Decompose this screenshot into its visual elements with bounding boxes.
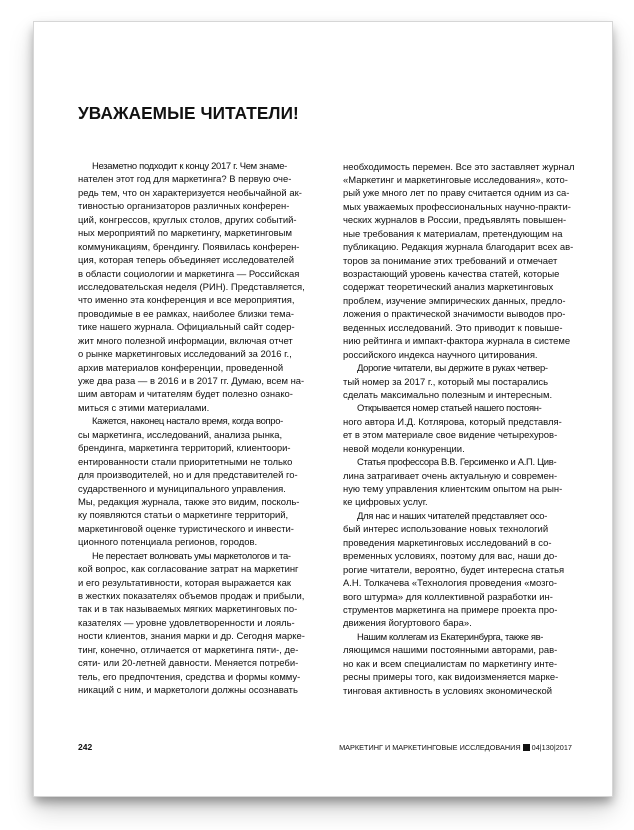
text-line: и его результативности, которая выражается как xyxy=(78,577,291,589)
square-separator-icon xyxy=(523,744,530,751)
text-line: редь тем, что он характеризуется необычайной ак- xyxy=(78,187,302,199)
text-line: необходимость перемен. Все это заставляет журнал xyxy=(343,161,575,173)
page-title: УВАЖАЕМЫЕ ЧИТАТЕЛИ! xyxy=(78,103,299,123)
text-line: движения йогуртового бара». xyxy=(343,618,472,630)
text-line: исследовательская неделя (РИН). Представляется, xyxy=(78,281,305,293)
right-column xyxy=(343,161,593,699)
text-line: содержат теоретический анализ маркетинговых xyxy=(343,282,554,294)
text-line: вого штурма» для коллективной разработки ин- xyxy=(343,591,553,603)
text-line: тике нашего журнала. Официальный сайт содер- xyxy=(78,322,295,334)
text-line: мых уважаемых профессиональных научно-практи- xyxy=(343,201,571,213)
text-line: Дорогие читатели, вы держите в руках четвер- xyxy=(357,363,548,375)
text-line: Нашим коллегам из Екатеринбурга, также яв- xyxy=(357,631,544,643)
text-line: для производителей, но и для представителей го- xyxy=(78,470,298,482)
text-line: ке цифровых услуг. xyxy=(343,497,428,509)
text-line: архив материалов конференции, проведенной xyxy=(78,362,284,374)
text-line: тый номер за 2017 г., который мы постарались xyxy=(343,376,549,388)
text-line: ку появляются статьи о маркетинге территорий, xyxy=(78,510,289,522)
text-line: ций, конгрессов, круглых столов, других событий- xyxy=(78,214,297,226)
text-line: Для нас и наших читателей представляет осо- xyxy=(357,510,548,522)
text-line: ентированности стали приоритетными не только xyxy=(78,456,293,468)
text-line: ет в этом материале свое видение четырехуров- xyxy=(343,430,558,442)
text-line: струментов маркетинга на примере проекта про- xyxy=(343,604,558,616)
text-line: так и в так называемых мягких маркетинговых по- xyxy=(78,604,298,616)
text-line: уже два раза — в 2016 и в 2017 гг. Думаю, всем на- xyxy=(78,376,305,387)
journal-issue: 04|130|2017 xyxy=(531,743,572,752)
text-line: но как и всем специалистам по маркетингу инте- xyxy=(343,658,558,670)
left-column xyxy=(78,160,328,698)
text-line: проводимые в ее рамках, наиболее близки тема- xyxy=(78,308,295,320)
text-line: проблем, изучение эмпирических данных, предло- xyxy=(343,295,566,307)
text-line: жит много полезной информации, включая отчет xyxy=(78,335,293,347)
text-line: веденных исследований. Это приводит к повыше- xyxy=(343,322,563,334)
text-line: ного автора И.Д. Котлярова, который представля- xyxy=(343,416,562,428)
text-line: кой вопрос, как согласование затрат на маркетинг xyxy=(78,564,299,576)
text-line: миться с этими материалами. xyxy=(78,402,210,414)
text-line: тинг, конечно, отличается от маркетинга пяти-, де- xyxy=(78,644,299,656)
text-line: публикацию. Редакция журнала благодарит всех ав- xyxy=(343,242,574,254)
text-line: ция, которая теперь объединяет исследователей xyxy=(78,255,295,267)
text-line: временных условиях, поэтому для вас, наши до- xyxy=(343,551,558,563)
text-line: сяти- или 20-летней давности. Меняется потреби- xyxy=(78,658,299,670)
text-line: сы маркетинга, исследований, анализа рынка, xyxy=(78,429,283,441)
text-line: шим авторам и читателям будет полезно ознако- xyxy=(78,389,293,401)
text-line: бый интерес использование новых технологий xyxy=(343,524,549,536)
text-line: Статья профессора В.В. Герсименко и А.П. Цив- xyxy=(357,457,557,469)
text-line: «Маркетинг и маркетинговые исследования», кото- xyxy=(343,174,568,186)
text-line: Не перестает волновать умы маркетологов и та- xyxy=(92,550,291,562)
text-line: ные требования к материалам, претендующим на xyxy=(343,228,563,240)
text-line: в жестких показателях объемов продаж и прибыли, xyxy=(78,591,305,602)
text-line: нию рейтинга и импакт-фактора журнала в системе xyxy=(343,336,571,348)
text-line: сударственного и муниципального управления. xyxy=(78,483,286,495)
text-line: нателен этот год для маркетинга? В первую оче- xyxy=(78,174,292,186)
page-number: 242 xyxy=(78,742,93,752)
text-line: тель, его предпочтения, средства и формы комму- xyxy=(78,671,301,683)
text-line: в области социологии и маркетинга — Российская xyxy=(78,268,300,280)
text-line: казателях — уровне удовлетворенности и лояль- xyxy=(78,617,295,629)
text-line: Открывается номер статьей нашего постоян- xyxy=(357,403,542,415)
journal-name: МАРКЕТИНГ И МАРКЕТИНГОВЫЕ ИССЛЕДОВАНИЯ xyxy=(339,743,521,752)
text-line: ных мероприятий по маркетингу, маркетинговым xyxy=(78,228,292,240)
text-line: возрастающий уровень качества статей, которые xyxy=(343,269,560,280)
text-line: лина затрагивает очень актуальную и современ- xyxy=(343,470,558,482)
text-line: тивностью организаторов различных конферен- xyxy=(78,201,290,213)
text-line: ционного потенциала регионов, городов. xyxy=(78,537,258,549)
text-line: невой модели конкуренции. xyxy=(343,443,465,455)
text-line: о рынке маркетинговых исследований за 2016 г., xyxy=(78,349,292,361)
text-line: Мы, редакция журнала, также это видим, посколь- xyxy=(78,496,300,508)
text-line: Незаметно подходит к концу 2017 г. Чем знаме- xyxy=(92,161,287,172)
journal-page xyxy=(34,22,612,796)
text-line: сделать максимально полезным и интересным. xyxy=(343,389,553,401)
text-line: проведения маркетинговых исследований в со- xyxy=(343,537,552,549)
text-line: ресны примеры того, как видоизменяется марке- xyxy=(343,672,559,684)
text-line: рый уже много лет по праву считается одним из са- xyxy=(343,188,570,200)
text-line: рогие читатели, вероятно, будет интересна статья xyxy=(343,564,565,576)
text-line: российского индекса научного цитирования. xyxy=(343,349,538,361)
text-line: торов за понимание этих требований и отмечает xyxy=(343,255,558,267)
text-line: ческих журналов в России, предъявлять повышен- xyxy=(343,215,567,227)
text-line: А.Н. Толкачева «Технология проведения «мозго- xyxy=(343,578,558,590)
text-line: брендинга, маркетинга территорий, клиентоори- xyxy=(78,443,291,455)
text-line: ложения о практической значимости выводов про- xyxy=(343,309,566,321)
text-line: ляющимся нашими постоянными авторами, рав- xyxy=(343,645,558,657)
text-line: ную тему управления клиентским опытом на рын- xyxy=(343,484,563,495)
text-line: Кажется, наконец настало время, когда вопро- xyxy=(92,416,283,428)
text-line: ности клиентов, знания марки и др. Сегодня марке- xyxy=(78,631,305,643)
text-line: никаций с ним, и маркетологи должны осознавать xyxy=(78,685,298,697)
text-line: маркетинговой оценке туристического и инвести- xyxy=(78,523,294,535)
journal-footer xyxy=(339,743,572,752)
text-line: коммуникациям, брендингу. Появилась конферен- xyxy=(78,241,300,253)
text-line: что именно эта конференция и все мероприятия, xyxy=(78,295,295,307)
text-line: тинговая активность в условиях экономической xyxy=(343,685,553,697)
